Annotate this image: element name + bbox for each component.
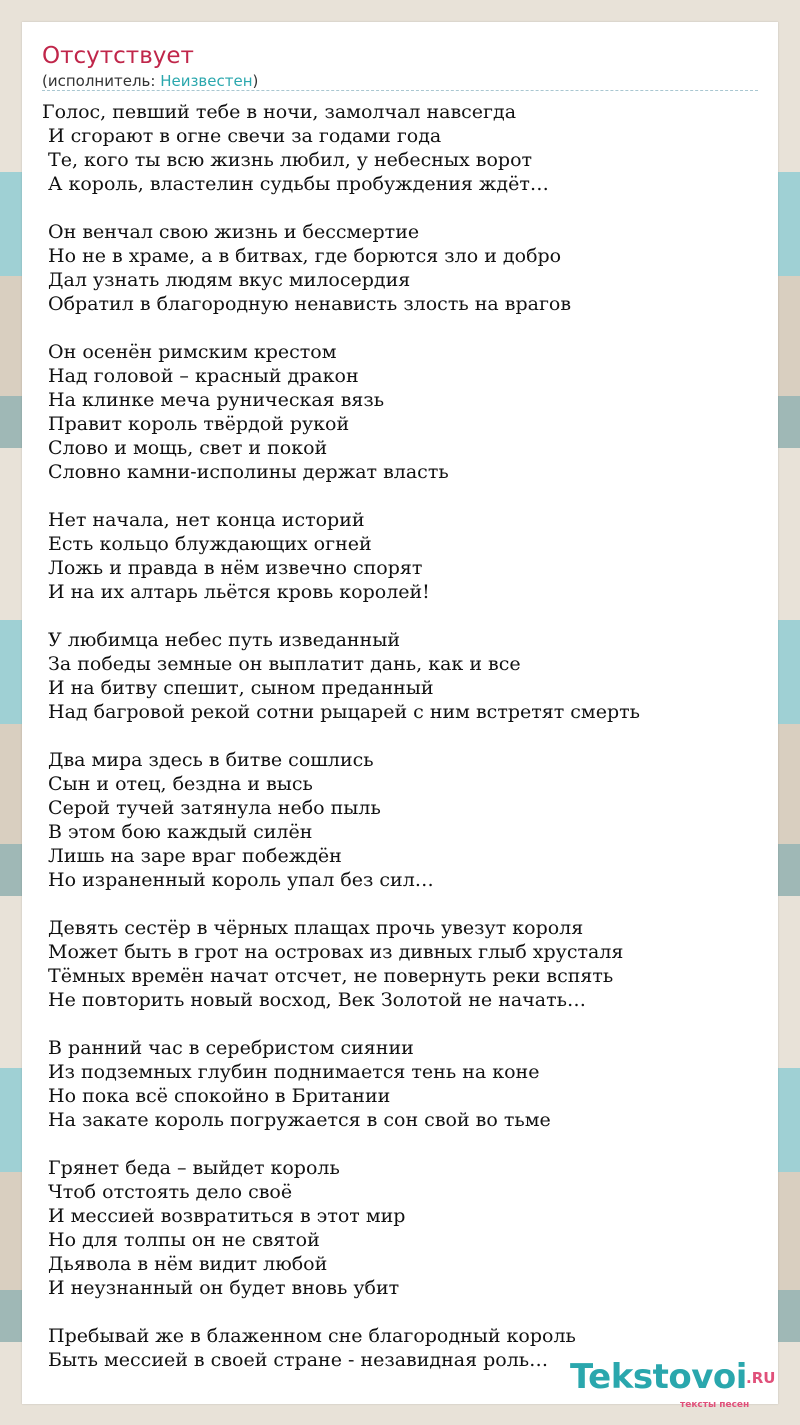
lyric-line: Не повторить новый восход, Век Золотой не начать… [42,989,586,1011]
lyric-line: Правит король твёрдой рукой [42,413,350,435]
lyric-line: Грянет беда – выйдет король [42,1157,340,1179]
lyrics-text [42,100,762,1372]
lyric-line: В этом бою каждый силён [42,821,313,843]
lyric-line: Ложь и правда в нём извечно спорят [42,557,423,579]
lyric-line: Но не в храме, а в битвах, где борются зло и добро [42,245,562,267]
lyric-line: Те, кого ты всю жизнь любил, у небесных ворот [42,149,533,171]
lyric-line: Нет начала, нет конца историй [42,509,365,531]
lyric-line: Он венчал свою жизнь и бессмертие [42,221,420,243]
lyric-line: Лишь на заре враг побеждён [42,845,342,867]
lyric-line: И неузнанный он будет вновь убит [42,1277,400,1299]
lyric-line: Над головой – красный дракон [42,365,359,387]
lyric-line: Но израненный король упал без сил… [42,869,434,891]
lyric-line: Дал узнать людям вкус милосердия [42,269,411,291]
lyric-line: Он осенён римским крестом [42,341,337,363]
lyric-line: Но для толпы он не святой [42,1229,320,1251]
lyric-line: На закате король погружается в сон свой во тьме [42,1109,551,1131]
lyric-line: Обратил в благородную ненависть злость на врагов [42,293,572,315]
lyrics-card [22,22,778,1410]
lyric-line: И мессией возвратиться в этот мир [42,1205,406,1227]
lyric-line: Может быть в грот на островах из дивных глыб хрусталя [42,941,624,963]
lyric-line: Девять сестёр в чёрных плащах прочь увезут короля [42,917,584,939]
stanza-break [42,724,762,748]
stanza-break [42,892,762,916]
lyric-line: Чтоб отстоять дело своё [42,1181,293,1203]
lyric-line: А король, властелин судьбы пробуждения ждёт… [42,173,549,195]
artist-link[interactable]: Неизвестен [160,72,253,90]
logo-tagline: тексты песен [680,1400,750,1410]
lyric-line: Пребывай же в блаженном сне благородный король [42,1325,576,1347]
stanza-break [42,484,762,508]
lyric-line: Серой тучей затянула небо пыль [42,797,381,819]
stanza-break [42,1300,762,1324]
site-logo[interactable] [570,1357,780,1417]
logo-name: Tekstovoi [570,1357,747,1397]
lyric-line: Дьявола в нём видит любой [42,1253,328,1275]
lyric-line: Над багровой рекой сотни рыцарей с ним встретят смерть [42,701,640,723]
song-title: Отсутствует [42,43,194,69]
divider [42,90,758,91]
lyric-line: Два мира здесь в битве сошлись [42,749,374,771]
stanza-break [42,196,762,220]
logo-tld: .RU [746,1369,776,1387]
artist-line [42,71,258,91]
lyric-line: Тёмных времён начат отсчет, не повернуть реки вспять [42,965,614,987]
lyric-line: У любимца небес путь изведанный [42,629,401,651]
stanza-break [42,1012,762,1036]
lyric-line: За победы земные он выплатит дань, как и все [42,653,521,675]
lyric-line: Быть мессией в своей стране - незавидная роль… [42,1349,549,1371]
lyric-line: И на их алтарь льётся кровь королей! [42,581,430,603]
lyric-line: Словно камни-исполины держат власть [42,461,449,483]
lyric-line: Сын и отец, бездна и высь [42,773,313,795]
artist-suffix: ) [252,72,259,90]
stanza-break [42,316,762,340]
lyric-line: И на битву спешит, сыном преданный [42,677,434,699]
lyric-line: Но пока всё спокойно в Британии [42,1085,391,1107]
lyric-line: В ранний час в серебристом сиянии [42,1037,414,1059]
lyric-line: Голос, певший тебе в ночи, замолчал навсегда [42,101,517,123]
lyric-line: Есть кольцо блуждающих огней [42,533,372,555]
artist-prefix: (исполнитель: [42,72,161,90]
stanza-break [42,1132,762,1156]
lyric-line: Из подземных глубин поднимается тень на коне [42,1061,540,1083]
lyric-line: Слово и мощь, свет и покой [42,437,328,459]
lyric-line: На клинке меча руническая вязь [42,389,385,411]
stanza-break [42,604,762,628]
lyric-line: И сгорают в огне свечи за годами года [42,125,442,147]
